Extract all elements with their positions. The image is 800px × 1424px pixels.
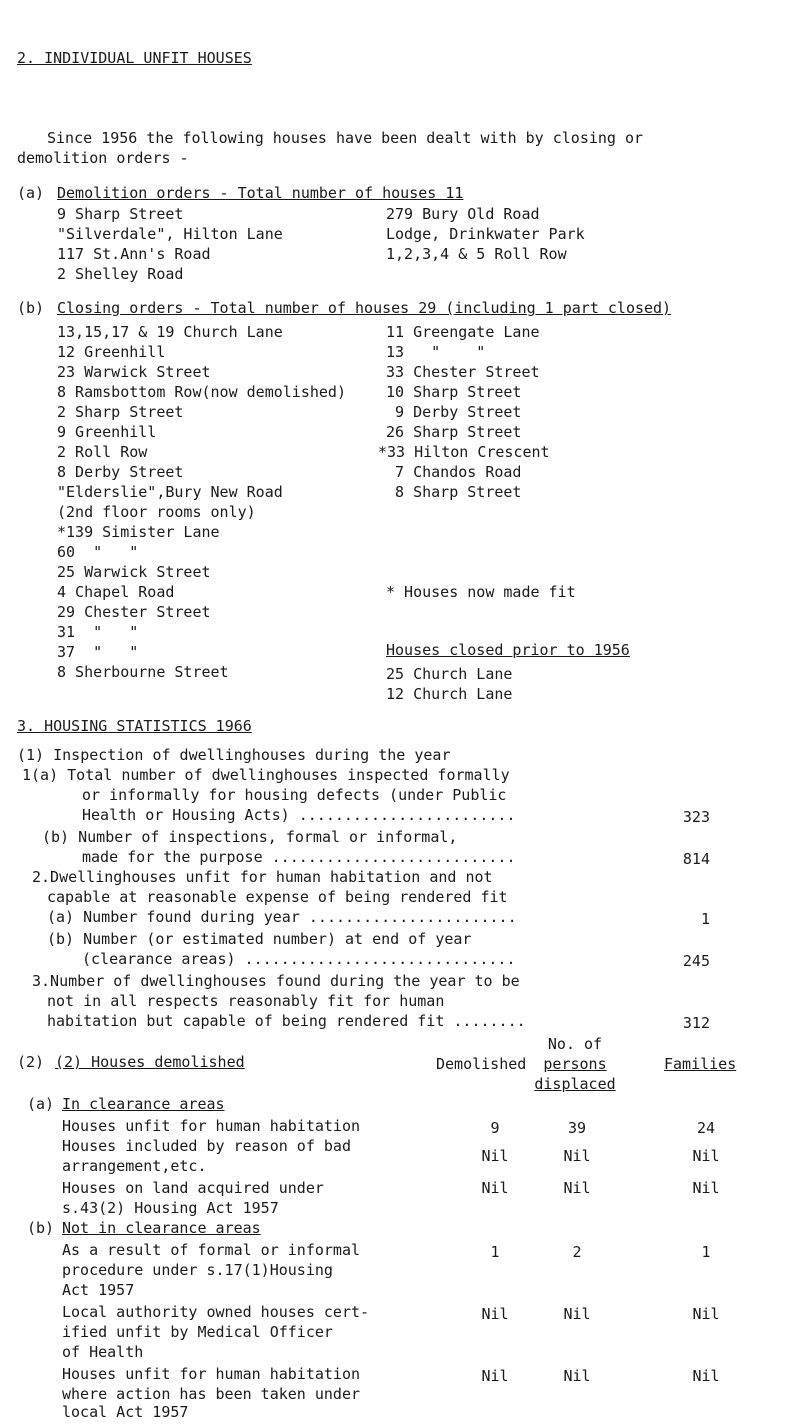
unfit-a-line: (a) Number found during year ....................... <box>47 908 517 926</box>
list-item: 9 Sharp Street <box>57 205 184 223</box>
list-item: 2 Sharp Street <box>57 403 184 421</box>
list-item: 7 Chandos Road <box>386 463 522 481</box>
persons-cell: Nil <box>563 1367 591 1385</box>
list-item: 12 Greenhill <box>57 343 166 361</box>
families-cell: Nil <box>692 1179 720 1197</box>
list-item: 8 Ramsbottom Row(now demolished) <box>57 383 346 401</box>
inspection-a-line-2: or informally for housing defects (under Public <box>82 786 507 804</box>
row-label: Act 1957 <box>62 1281 135 1299</box>
demolished-cell: 9 <box>490 1119 500 1137</box>
demolished-cell: Nil <box>481 1305 509 1323</box>
prior-closed-heading: Houses closed prior to 1956 <box>386 641 630 659</box>
list-item: 11 Greengate Lane <box>386 323 540 341</box>
row-label: Houses on land acquired under <box>62 1179 324 1197</box>
list-item: 25 Warwick Street <box>57 563 211 581</box>
fit-footnote: * Houses now made fit <box>386 583 576 601</box>
row-label: s.43(2) Housing Act 1957 <box>62 1199 279 1217</box>
list-item: "Elderslie",Bury New Road <box>57 483 283 501</box>
row-label: Houses unfit for human habitation <box>62 1117 361 1135</box>
group-b-label: (b) <box>27 1219 55 1237</box>
row-label: procedure under s.17(1)Housing <box>62 1261 333 1279</box>
row-label: ified unfit by Medical Officer <box>62 1323 333 1341</box>
list-item: 9 Derby Street <box>386 403 522 421</box>
list-item: 8 Sherbourne Street <box>57 663 229 681</box>
col-demolished-header: Demolished <box>436 1055 527 1073</box>
list-item: 29 Chester Street <box>57 603 211 621</box>
list-item: 2 Roll Row <box>57 443 148 461</box>
demolished-cell: Nil <box>481 1147 509 1165</box>
list-item: "Silverdale", Hilton Lane <box>57 225 283 243</box>
inspection-heading: (1) Inspection of dwellinghouses during the year <box>17 746 451 764</box>
demolition-label: (a) <box>17 184 45 202</box>
inspection-b-line-1: (b) Number of inspections, formal or informal, <box>42 828 458 846</box>
inspection-b-line-2: made for the purpose ........................... <box>82 848 516 866</box>
unfit-a-value: 1 <box>700 910 710 928</box>
list-item: 279 Bury Old Road <box>386 205 540 223</box>
list-item: 10 Sharp Street <box>386 383 522 401</box>
persons-cell: Nil <box>563 1147 591 1165</box>
row-label: arrangement,etc. <box>62 1157 207 1175</box>
row-label: of Health <box>62 1343 144 1361</box>
intro-text-line-2: demolition orders - <box>17 149 189 167</box>
closing-orders-heading: Closing orders - Total number of houses 29 (including 1 part closed) <box>57 299 672 317</box>
inspection-a-line-3: Health or Housing Acts) ........................ <box>82 806 516 824</box>
list-item: 1,2,3,4 & 5 Roll Row <box>386 245 567 263</box>
list-item: *33 Hilton Crescent <box>378 443 550 461</box>
list-item: 60 " " <box>57 543 139 561</box>
row-label: Houses included by reason of bad <box>62 1137 351 1155</box>
list-item: Lodge, Drinkwater Park <box>386 225 585 243</box>
unfit-b-line-2: (clearance areas) .............................. <box>82 950 516 968</box>
families-cell: Nil <box>692 1305 720 1323</box>
list-item: 25 Church Lane <box>386 665 513 683</box>
list-item: *139 Simister Lane <box>57 523 220 541</box>
families-cell: 24 <box>696 1119 716 1137</box>
list-item: 9 Greenhill <box>57 423 157 441</box>
closing-label: (b) <box>17 299 45 317</box>
row-label: Local authority owned houses cert- <box>62 1303 370 1321</box>
unfit-b-value: 245 <box>682 952 710 970</box>
unfit-line-1: 2.Dwellinghouses unfit for human habitation and not <box>32 868 493 886</box>
inspection-a-line-1: 1(a) Total number of dwellinghouses inspected formally <box>22 766 510 784</box>
list-item: 23 Warwick Street <box>57 363 211 381</box>
families-cell: 1 <box>701 1243 711 1261</box>
group-a-label: (a) <box>27 1095 64 1113</box>
section-3-heading: 3. HOUSING STATISTICS 1966 <box>17 717 252 735</box>
fit-line-3: habitation but capable of being rendered fit ........ <box>47 1012 526 1030</box>
col-persons-line-3: displaced <box>534 1075 616 1093</box>
row-label: local Act 1957 <box>62 1403 189 1421</box>
row-label: As a result of formal or informal <box>62 1241 361 1259</box>
fit-line-2: not in all respects reasonably fit for human <box>47 992 445 1010</box>
list-item: 13,15,17 & 19 Church Lane <box>57 323 283 341</box>
list-item: 37 " " <box>57 643 139 661</box>
list-item: 4 Chapel Road <box>57 583 175 601</box>
demolished-cell: 1 <box>490 1243 500 1261</box>
families-cell: Nil <box>692 1367 720 1385</box>
demolished-cell: Nil <box>481 1179 509 1197</box>
list-item: (2nd floor rooms only) <box>57 503 256 521</box>
list-item: 8 Sharp Street <box>386 483 522 501</box>
group-a-heading: In clearance areas <box>62 1095 225 1113</box>
list-item: 117 St.Ann's Road <box>57 245 211 263</box>
demolition-orders-heading: Demolition orders - Total number of houses 11 <box>57 184 464 202</box>
demolished-cell: Nil <box>481 1367 509 1385</box>
col-families-header: Families <box>664 1055 737 1073</box>
persons-cell: Nil <box>563 1179 591 1197</box>
houses-demolished-label: (2) <box>17 1053 54 1071</box>
persons-cell: Nil <box>563 1305 591 1323</box>
houses-demolished-heading: (2) Houses demolished <box>55 1053 245 1071</box>
list-item: 8 Derby Street <box>57 463 184 481</box>
fit-value: 312 <box>682 1014 710 1032</box>
persons-cell: 39 <box>567 1119 587 1137</box>
unfit-b-line-1: (b) Number (or estimated number) at end of year <box>47 930 472 948</box>
group-b-heading: Not in clearance areas <box>62 1219 261 1237</box>
list-item: 12 Church Lane <box>386 685 513 703</box>
row-label: Houses unfit for human habitation <box>62 1365 361 1383</box>
intro-text-line-1: Since 1956 the following houses have been dealt with by closing or <box>47 129 644 147</box>
list-item: 26 Sharp Street <box>386 423 522 441</box>
col-persons-line-2: persons <box>543 1055 607 1073</box>
inspection-a-value: 323 <box>682 808 710 826</box>
persons-cell: 2 <box>572 1243 582 1261</box>
unfit-line-2: capable at reasonable expense of being rendered fit <box>47 888 508 906</box>
list-item: 33 Chester Street <box>386 363 540 381</box>
inspection-b-value: 814 <box>682 850 710 868</box>
section-2-heading: 2. INDIVIDUAL UNFIT HOUSES <box>17 49 252 67</box>
row-label: where action has been taken under <box>62 1385 361 1403</box>
list-item: 2 Shelley Road <box>57 265 184 283</box>
col-persons-line-1: No. of <box>547 1035 603 1053</box>
families-cell: Nil <box>692 1147 720 1165</box>
list-item: 31 " " <box>57 623 139 641</box>
list-item: 13 " " <box>386 343 486 361</box>
fit-line-1: 3.Number of dwellinghouses found during the year to be <box>32 972 520 990</box>
